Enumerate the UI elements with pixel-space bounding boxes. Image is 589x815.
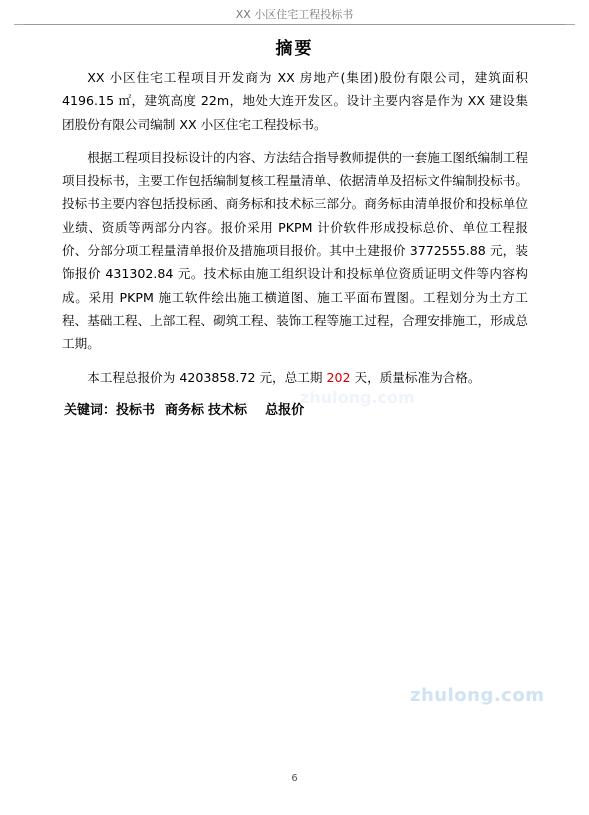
paragraph-1: XX 小区住宅工程项目开发商为 XX 房地产(集团)股份有限公司，建筑面积 4196.15 ㎡，建筑高度 22m，地处大连开发区。设计主要内容是作为 XX 建设集团股份有限公司编制 XX 小区住宅工程投标书。 (62, 70, 528, 132)
watermark-faint: zhulong.com (300, 388, 415, 407)
keyword-item: 投标书 (116, 402, 156, 418)
keyword-item: 总报价 (265, 402, 305, 418)
keywords-label: 关键词： (64, 402, 117, 418)
duration-value: 202 (326, 369, 351, 385)
keyword-item: 商务标 (165, 402, 205, 418)
paragraph-2: 根据工程项目投标设计的内容、方法结合指导教师提供的一套施工图纸编制工程项目投标书，主要工作包括编制复核工程量清单、依据清单及招标文件编制投标书。投标书主要内容包括投标函、商务标和技术标三部分。商务标由清单报价和投标单位业绩、资质等两部分内容。报价采用 PKPM 计价软件形成投标总价、单位工程报价、分部分项工程量清单报价及措施项目报价。其中土建报价 3772555.88 元，装饰报价 431302.84 元。技术标由施工组织设计和投标单位资质证明文件等内容构成。采用 PKPM 施工软件绘出施工横道图、施工平面布置图。工程划分为土方工程、基础工程、上部工程、砌筑工程、装饰工程等施工过程，合理安排施工，形成总工期。 (62, 149, 528, 352)
watermark: zhulong.com (410, 685, 545, 706)
abstract-body (62, 66, 528, 422)
keyword-item: 技术标 (208, 402, 248, 418)
summary-suffix: 天，质量标准为合格。 (350, 369, 481, 385)
paragraph-summary (62, 366, 528, 389)
page-number: 6 (291, 773, 298, 784)
page-title: 摘要 (275, 39, 314, 59)
running-header: XX 小区住宅工程投标书 (235, 8, 354, 21)
keywords-line (62, 399, 528, 422)
summary-prefix: 本工程总报价为 4203858.72 元，总工期 (87, 369, 327, 385)
header-rule (22, 24, 567, 25)
